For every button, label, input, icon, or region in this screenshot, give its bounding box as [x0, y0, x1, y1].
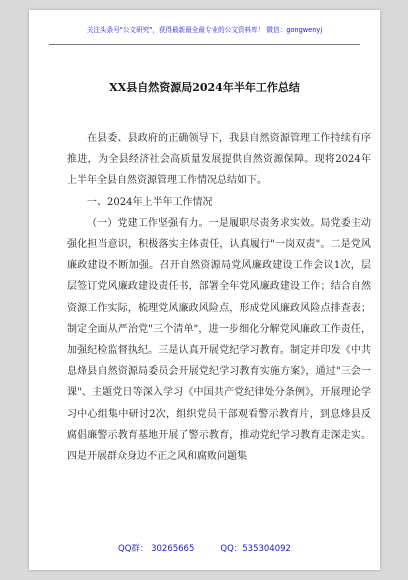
intro-paragraph: 在县委、县政府的正确领导下，我县自然资源管理工作持续有序推进，为全县经济社会高质量发展提供自然资源保障。现将2024年上半年全县自然资源管理工作情况总结如下。: [67, 133, 371, 187]
document-title: XX县自然资源局2024年半年工作总结: [109, 81, 300, 94]
header-banner: 关注头条号"公文研究"，获得最新最全最专业的公文资料库！ 微信：gongwenyj: [86, 26, 323, 34]
footer-qq-group: QQ群： 30265665: [118, 544, 195, 554]
footer-contact: [29, 542, 380, 554]
body-paragraph: （一）党建工作坚强有力。一是履职尽责务求实效。局党委主动强化担当意识，积极落实主体责任，认真履行"一岗双责"。二是党风廉政建设不断加强。召开自然资源局党风廉政建设工作会议1次，层层签订党风廉政建设责任书，部署全年党风廉政建设工作；结合自然资源工作实际，梳理党风廉政风险点，形成党风廉政风险点排查表；制定全面从严治党"三个清单"，进一步细化分解党风廉政工作责任，加强纪检监督执纪。三是认真开展党纪学习教育。制定并印发《中共息烽县自然资源局委员会开展党纪学习教育实施方案》，通过"三会一课"、主题党日等深入学习《中国共产党纪律处分条例》，开展理论学习中心组集中研讨2次，组织党员干部观看警示教育片，到息烽县反腐倡廉警示教育基地开展了警示教育，推动党纪学习教育走深走实。四是开展群众身边不正之风和腐败问题集: [67, 217, 371, 463]
section-heading: 一、2024年上半年工作情况: [87, 196, 213, 208]
document-page: [29, 10, 380, 570]
header-divider: [49, 44, 360, 45]
footer-qq: QQ：535304092: [220, 544, 291, 554]
document-body: [67, 128, 371, 467]
